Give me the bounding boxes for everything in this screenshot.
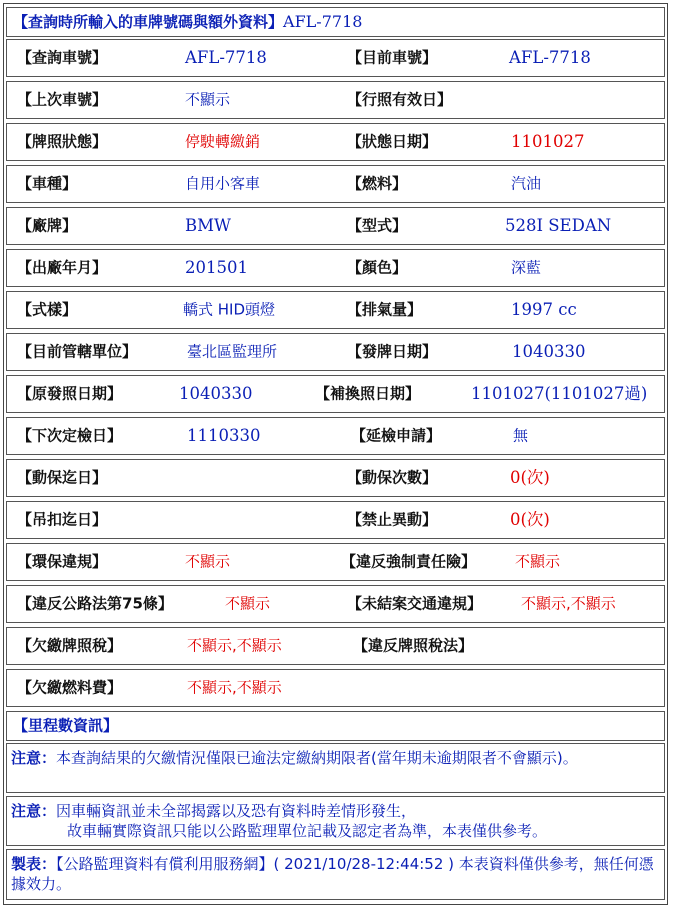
field-row	[6, 417, 665, 455]
field-value: 1101027(1101027過)	[471, 383, 648, 403]
field-value: 201501	[185, 257, 248, 277]
field-label: 【延檢申請】	[351, 426, 442, 445]
field-row	[6, 543, 665, 581]
field-label: 【動保次數】	[347, 468, 438, 487]
field-row	[6, 669, 665, 707]
footer-label: 製表：	[11, 855, 57, 873]
note-2-label: 注意：	[11, 802, 57, 820]
field-value: AFL-7718	[185, 47, 267, 67]
field-value: 汽油	[511, 174, 542, 193]
field-label: 【顏色】	[347, 258, 408, 277]
field-row	[6, 333, 665, 371]
field-label: 【廠牌】	[17, 216, 78, 235]
field-row	[6, 627, 665, 665]
field-row	[6, 585, 665, 623]
note-2	[6, 796, 665, 846]
field-label: 【式樣】	[17, 300, 78, 319]
field-row	[6, 459, 665, 497]
field-row	[6, 39, 665, 77]
title-label: 【查詢時所輸入的車牌號碼與額外資料】	[13, 13, 284, 31]
note-2-line-2: 故車輛實際資訊只能以公路監理單位記載及認定者為準，本表僅供參考。	[67, 822, 548, 840]
field-label: 【吊扣迄日】	[17, 510, 108, 529]
field-value: 1040330	[512, 341, 586, 361]
field-value: 不顯示	[185, 90, 231, 109]
field-value: 1110330	[187, 425, 261, 445]
field-row	[6, 207, 665, 245]
field-label: 【型式】	[347, 216, 408, 235]
field-label: 【目前車號】	[347, 48, 438, 67]
footer-text: 【公路監理資料有償利用服務網】( 2021/10/28-12:44:52 ) 本表資料僅供參考，無任何憑據效力。	[11, 855, 654, 893]
field-label: 【上次車號】	[17, 90, 108, 109]
field-label: 【車種】	[17, 174, 78, 193]
note-1	[6, 743, 665, 793]
field-value: 528I SEDAN	[505, 215, 612, 235]
mileage-row	[6, 711, 665, 741]
field-label: 【行照有效日】	[347, 90, 453, 109]
field-label: 【欠繳燃料費】	[17, 678, 123, 697]
field-label: 【狀態日期】	[347, 132, 438, 151]
field-label: 【補換照日期】	[315, 384, 421, 403]
field-label: 【未結案交通違規】	[347, 594, 483, 613]
field-row	[6, 249, 665, 287]
field-label: 【違反強制責任險】	[341, 552, 477, 571]
field-value: 不顯示	[515, 552, 561, 571]
title-plate: AFL-7718	[283, 12, 363, 31]
field-label: 【燃料】	[347, 174, 408, 193]
field-value: 停駛轉繳銷	[185, 132, 261, 151]
field-row	[6, 375, 665, 413]
note-2-line-1: 因車輛資訊並未全部揭露以及恐有資料時差情形發生，	[56, 802, 417, 820]
field-label: 【牌照狀態】	[17, 132, 108, 151]
field-row	[6, 81, 665, 119]
field-value: BMW	[185, 215, 231, 235]
field-label: 【動保迄日】	[17, 468, 108, 487]
field-value: 不顯示,不顯示	[187, 636, 282, 655]
field-value: 1101027	[511, 131, 585, 151]
field-row	[6, 123, 665, 161]
field-label: 【違反公路法第75條】	[17, 594, 173, 613]
field-label: 【下次定檢日】	[17, 426, 123, 445]
field-value: 臺北區監理所	[187, 342, 278, 361]
field-row	[6, 165, 665, 203]
note-1-text: 本查詢結果的欠繳情況僅限已逾法定繳納期限者(當年期未逾期限者不會顯示)。	[56, 749, 578, 767]
title-row	[6, 7, 665, 37]
mileage-label: 【里程數資訊】	[13, 716, 119, 735]
field-label: 【環保違規】	[17, 552, 108, 571]
field-value: 轎式 HID頭燈	[183, 300, 276, 319]
field-value: 無	[513, 426, 529, 445]
field-value: 不顯示	[225, 594, 271, 613]
field-value: 不顯示	[185, 552, 231, 571]
field-value: 1040330	[179, 383, 253, 403]
field-label: 【出廠年月】	[17, 258, 108, 277]
field-row	[6, 291, 665, 329]
field-label: 【查詢車號】	[17, 48, 108, 67]
field-label: 【排氣量】	[347, 300, 423, 319]
field-label: 【禁止異動】	[347, 510, 438, 529]
field-value: 自用小客車	[185, 174, 261, 193]
field-label: 【欠繳牌照稅】	[17, 636, 123, 655]
field-value: 0(次)	[510, 509, 550, 529]
footer-note	[6, 849, 665, 900]
field-value: 0(次)	[510, 467, 550, 487]
field-value: 深藍	[511, 258, 542, 277]
field-label: 【違反牌照稅法】	[353, 636, 474, 655]
field-label: 【目前管轄單位】	[17, 342, 138, 361]
field-value: 不顯示,不顯示	[187, 678, 282, 697]
field-value: 不顯示,不顯示	[521, 594, 616, 613]
note-1-label: 注意：	[11, 749, 57, 767]
field-value: AFL-7718	[509, 47, 591, 67]
field-label: 【發牌日期】	[347, 342, 438, 361]
field-row	[6, 501, 665, 539]
field-label: 【原發照日期】	[17, 384, 123, 403]
field-value: 1997 cc	[511, 299, 577, 319]
